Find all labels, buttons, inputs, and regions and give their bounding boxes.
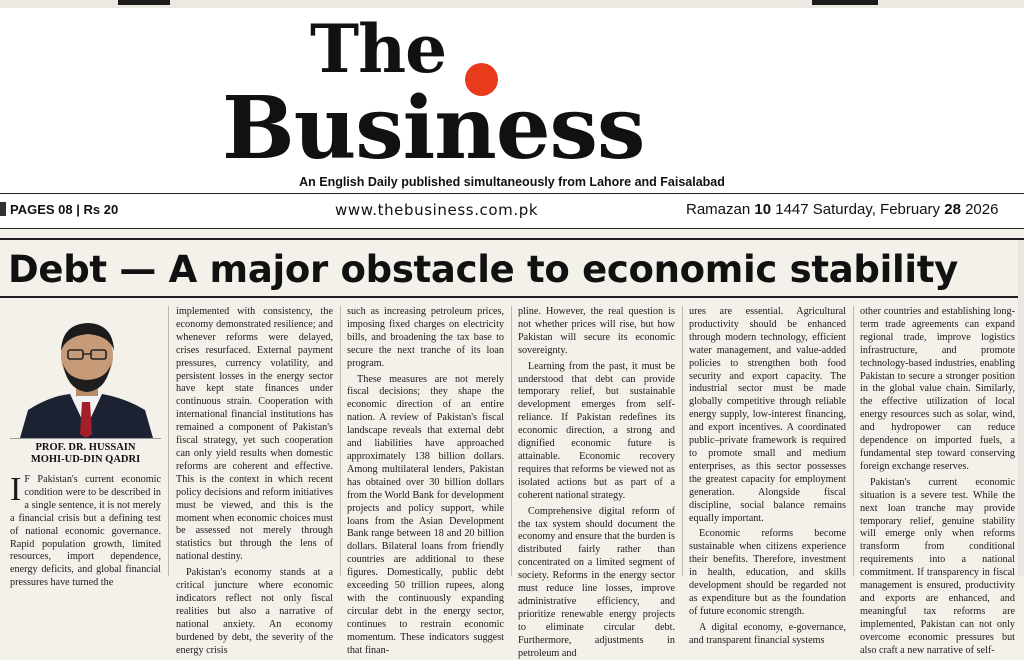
article-column-3 <box>347 306 504 656</box>
header-rule <box>0 238 1024 240</box>
column-1-text: F Pakistan's current economic condition were to be described in a single sentence, it is not merely a financial crisis but a defining test of national economic governance. Rapid population growth, limited resources, import dependence, energy deficits, and global financial pressures have turned the <box>10 474 161 589</box>
page-edge <box>1018 240 1024 576</box>
column-divider <box>682 306 683 576</box>
top-strip <box>0 0 1024 8</box>
date-year: 2026 <box>965 201 999 218</box>
column-paragraph: These measures are not merely fiscal decisions; they shape the economic direction of an entire nation. A review of Pakistan's fiscal landscape reveals that external debt and liabilities have approached approximately 138 billion dollars. Among multilateral lenders, Pakistan has obtained over 30 billion dollars from the World Bank for development projects and policy support, while loans from the Asian Development Bank range between 18 and 20 billion dollars. Bilateral loans from friendly countries are additional to these figures. Domestically, public debt exceeding 50 trillion rupees, along with the continuously expanding circular debt in the energy sector, continues to restrain economic momentum. These indicators suggest that finan- <box>347 373 504 656</box>
column-paragraph: implemented with consistency, the economy demonstrated resilience; and whenever reforms were delayed, crises resurfaced. External payment pressures, currency volatility, and persistent losses in the energy sector have kept state finances under continuous strain. Cooperation with international financial institutions has remained a component of Pakistan's fiscal strategy, yet such cooperation can only yield results when domestic reforms are coherent and effective. This is the context in which recent policy decisions and reform initiatives must be viewed, and this is the moment when economic choices must be assessed not merely through statistics but through the lens of national destiny. <box>176 306 333 563</box>
pages-price <box>0 202 118 217</box>
date-day: 10 <box>754 201 772 218</box>
date-prefix: Ramazan <box>686 201 751 218</box>
column-paragraph: Pakistan's current economic situation is a severe test. While the next loan tranche may provide temporary relief, genuine stability will emerge only when reforms transform from conditional requirements into a national commitment. If transparency in fiscal management is ensured, productivity and exports are enhanced, and meaningful tax reforms are implemented, Pakistan can not only overcome economic pressures but also craft a new narrative of self- <box>860 476 1015 656</box>
top-left-tab <box>118 0 170 5</box>
column-paragraph: Comprehensive digital reform of the tax system should document the economy and ensure that the burden is distributed fairly rather than concentrated on a limited segment of society. Reforms in the energy sector must reduce line losses, improve administrative efficiency, and prioritize renewable energy projects to eliminate circular debt. Furthermore, adjustments in petroleum and <box>518 505 675 659</box>
column-divider <box>168 306 169 576</box>
logo-title-bottom: Business <box>222 78 645 179</box>
masthead-tagline: An English Daily published simultaneously from Lahore and Faisalabad <box>299 175 725 189</box>
masthead <box>0 8 1024 193</box>
article-column-4 <box>518 306 675 659</box>
author-name-line1: PROF. DR. HUSSAIN <box>35 442 136 453</box>
date-mid: 1447 Saturday, February <box>775 201 941 218</box>
column-divider <box>511 306 512 576</box>
website-url[interactable]: www.thebusiness.com.pk <box>335 201 539 219</box>
column-divider <box>853 306 854 576</box>
column-paragraph <box>10 471 161 590</box>
author-photo <box>10 306 161 439</box>
column-paragraph: ures are essential. Agricultural productivity should be enhanced through modern technology, efficient water management, and value-added policies to strengthen both food security and export capacity. The industrial sector must be made globally competitive through reliable energy supply, low-interest financing, and export incentives. A coordinated public–private framework is required to promote small and medium enterprises, as this sector possesses the greatest capacity for employment generation. Alongside fiscal discipline, social balance remains equally important. <box>689 306 846 524</box>
article-column-2 <box>176 306 333 656</box>
column-paragraph: such as increasing petroleum prices, imposing fixed charges on electricity bills, and broadening the tax base to secure the next tranche of its loan program. <box>347 306 504 369</box>
drop-cap: I <box>10 471 22 508</box>
pages-text: PAGES 08 | Rs 20 <box>10 202 119 217</box>
column-paragraph: Pakistan's economy stands at a critical juncture where economic indicators reflect not only fiscal realities but also a narrative of national anxiety. An economy burdened by debt, the severity of the energy crisis <box>176 567 333 656</box>
headline-rule <box>0 296 1024 298</box>
author-byline <box>10 442 161 466</box>
column-paragraph: other countries and establishing long-term trade agreements can expand regional trade, improve logistics infrastructure, and promote technology-based industries, enabling Pakistan to secure a stronger position in the global value chain. Similarly, the effective utilization of local energy resources such as solar, wind, and hydropower can reduce dependence on imported fuels, a fundamental step toward conserving foreign exchange reserves. <box>860 306 1015 472</box>
article-column-5 <box>689 306 846 646</box>
article-column-1 <box>10 471 161 589</box>
column-paragraph: pline. However, the real question is not whether prices will rise, but how Pakistan will secure its economic sovereignty. <box>518 306 675 356</box>
author-portrait <box>10 306 161 438</box>
column-paragraph: Economic reforms become sustainable when citizens experience their benefits. Therefore, investment in health, education, and skills development should be regarded not as expenditure but as the foundation of future economic strength. <box>689 528 846 617</box>
info-bar <box>0 193 1024 229</box>
column-paragraph: A digital economy, e-governance, and transparent financial systems <box>689 621 846 646</box>
logo-title-top: The <box>310 10 447 88</box>
article-column-6 <box>860 306 1015 656</box>
top-right-tab <box>812 0 878 5</box>
article-headline: Debt — A major obstacle to economic stability <box>8 248 958 291</box>
date-num: 28 <box>944 201 961 218</box>
column-divider <box>340 306 341 576</box>
issue-date <box>686 201 998 218</box>
column-paragraph: Learning from the past, it must be understood that debt can provide temporary relief, but sustainable development emerges from self-reliance. If Pakistan redefines its economic direction, a strong and dignified economic future is attainable. Economic recovery requires that reforms be viewed not as isolated actions but as part of a coherent national strategy. <box>518 360 675 501</box>
author-name-line2: MOHI-UD-DIN QADRI <box>30 454 141 465</box>
pages-marker <box>0 202 6 216</box>
